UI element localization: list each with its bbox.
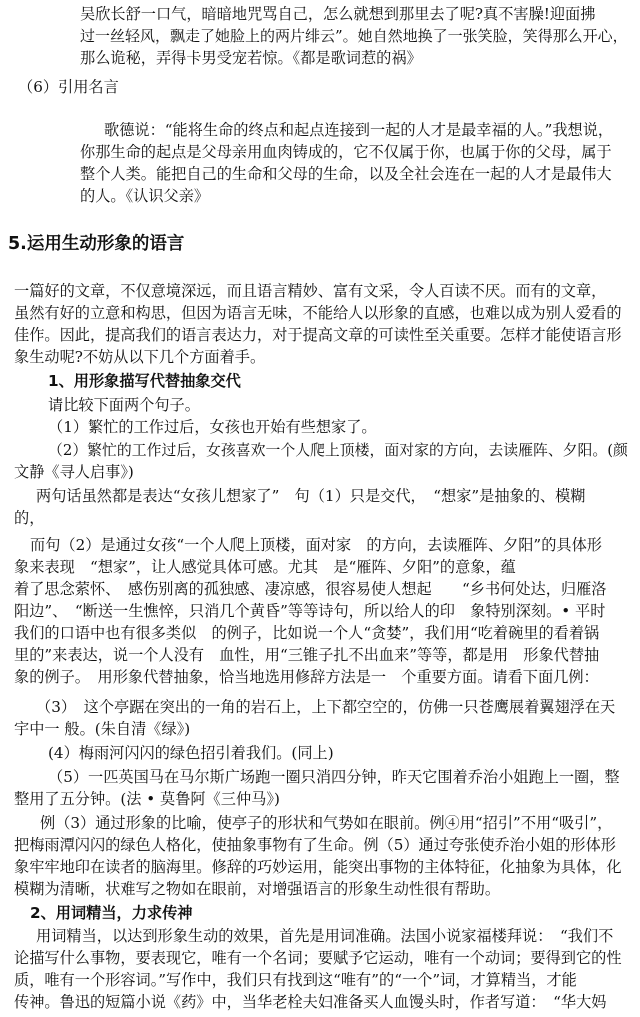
paragraph-line: 一篇好的文章，不仅意境深远，而且语言精妙、富有文采，令人百读不厌。而有的文章，: [14, 282, 607, 300]
subsection-heading: 1、用形象描写代替抽象交代: [48, 372, 241, 390]
paragraph-line: 吴欣长舒一口气，暗暗地咒骂自己，怎么就想到那里去了呢?真不害臊!迎面拂: [80, 5, 596, 23]
paragraph-line: 模糊为清晰，状难写之物如在眼前，对增强语言的形象生动性很有帮助。: [14, 880, 500, 898]
paragraph-line: 的，: [14, 509, 45, 527]
paragraph-line: 那么诡秘，弄得卡男受宠若惊。《都是歌词惹的祸》: [80, 49, 422, 67]
section-heading: 5.运用生动形象的语言: [8, 234, 185, 254]
paragraph-line: （5）一匹英国马在马尔斯广场跑一圈只消四分钟，昨天它围着乔治小姐跑上一圈，整: [48, 768, 620, 786]
paragraph-line: 两句话虽然都是表达“女孩儿想家了” 句（1）只是交代， “想家”是抽象的、模糊: [36, 487, 586, 505]
paragraph-line: 里的”来表达，说一个人没有 血性，用“三锥子扎不出血来”等等，都是用 形象代替抽: [14, 646, 600, 664]
paragraph-line: 用词精当，以达到形象生动的效果，首先是用词准确。法国小说家福楼拜说： “我们不: [36, 927, 614, 945]
paragraph-line: （3） 这个亭踞在突出的一角的岩石上，上下都空空的，仿佛一只苍鹰展着翼翅浮在天: [36, 698, 616, 716]
paragraph-line: 阳边”、 “断送一生憔悴，只消几个黄昏”等等诗句，所以给人的印 象特别深刻。• 平时: [14, 602, 606, 620]
paragraph-line: 请比较下面两个句子。: [48, 396, 200, 414]
paragraph-line: 象来表现 “想家”，让人感觉具体可感。尤其 是“雁阵、夕阳”的意象，蕴: [14, 558, 516, 576]
paragraph-line: 虽然有好的立意和构思，但因为语言无味，不能给人以形象的直感，也难以成为别人爱看的: [14, 304, 622, 322]
section-label: （6）引用名言: [18, 78, 119, 96]
paragraph-line: 宇中一 般。(朱自清《绿》): [14, 720, 191, 738]
paragraph-line: 而句（2）是通过女孩“一个人爬上顶楼，面对家 的方向，去读雁阵、夕阳”的具体形: [30, 536, 602, 554]
paragraph-line: 象牢牢地印在读者的脑海里。修辞的巧妙运用，能突出事物的主体特征，化抽象为具体，化: [14, 858, 622, 876]
paragraph-line: 质，唯有一个形容词。”写作中，我们只有找到这“唯有”的“一个”词，才算精当，才能: [14, 971, 577, 989]
paragraph-line: （2）繁忙的工作过后，女孩喜欢一个人爬上顶楼，面对家的方向，去读雁阵、夕阳。(颜: [48, 441, 628, 459]
paragraph-line: 我们的口语中也有很多类似 的例子，比如说一个人“贪婪”，我们用“吃着碗里的看着锅: [14, 624, 600, 642]
paragraph-line: 整个人类。能把自己的生命和父母的生命，以及全社会连在一起的人才是最伟大: [80, 165, 612, 183]
paragraph-line: 象生动呢?不妨从以下几个方面着手。: [14, 348, 266, 366]
paragraph-line: (4）梅雨河闪闪的绿色招引着我们。(同上): [48, 744, 334, 762]
paragraph-line: 你那生命的起点是父母亲用血肉铸成的，它不仅属于你，也属于你的父母，属于: [80, 143, 612, 161]
paragraph-line: 歌德说：“能将生命的终点和起点连接到一起的人才是最幸福的人。”我想说，: [104, 121, 614, 139]
paragraph-line: 象的例子。 用形象代替抽象，恰当地选用修辞方法是一 个重要方面。请看下面几例：: [14, 668, 599, 686]
paragraph-line: 整用了五分钟。(法 • 莫鲁阿《三仲马》): [14, 790, 280, 808]
paragraph-line: （1）繁忙的工作过后，女孩也开始有些想家了。: [48, 418, 377, 436]
paragraph-line: 着了思念萦怀、 感伤别离的孤独感、凄凉感，很容易使人想起 “乡书何处达，归雁洛: [14, 580, 607, 598]
paragraph-line: 的人。《认识父亲》: [80, 187, 210, 205]
subsection-heading: 2、用词精当，力求传神: [30, 904, 193, 922]
paragraph-line: 过一丝轻风，飘走了她脸上的两片绯云”。她自然地换了一张笑脸，笑得那么开心，: [80, 27, 628, 45]
paragraph-line: 论描写什么事物，要表现它，唯有一个名词；要赋予它运动，唯有一个动词；要得到它的性: [14, 949, 622, 967]
paragraph-line: 例（3）通过形象的比喻，使亭子的形状和气势如在眼前。例④用“招引”不用“吸引”，: [40, 814, 613, 832]
paragraph-line: 佳作。因此，提高我们的语言表达力，对于提高文章的可读性至关重要。怎样才能使语言形: [14, 326, 622, 344]
paragraph-line: 传神。鲁迅的短篇小说《药》中，当华老栓夫妇准备买人血馒头时，作者写道： “华大妈: [14, 993, 607, 1011]
paragraph-line: 文静《寻人启事》): [14, 463, 134, 481]
paragraph-line: 把梅雨潭闪闪的绿色人格化，使抽象事物有了生命。例（5）通过夸张使乔治小姐的形体形: [14, 836, 616, 854]
